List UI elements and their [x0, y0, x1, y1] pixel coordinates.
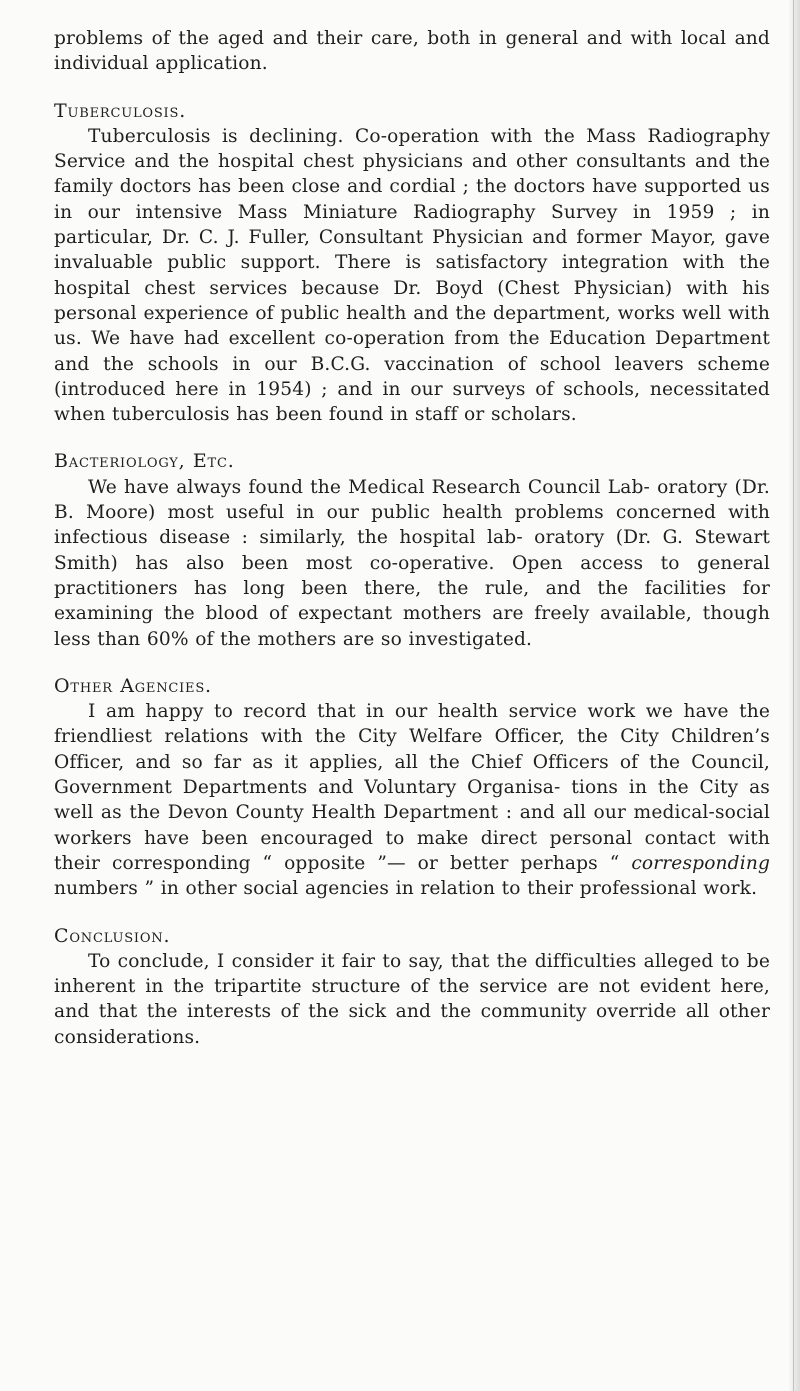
intro-paragraph: problems of the aged and their care, both in general and with local and individual application. — [54, 28, 770, 75]
paragraph-conclusion: To conclude, I consider it fair to say, that the difficulties alleged to be inherent in the tripartite structure of the service are not evident here, and that the interests of the sick and the community override all other considerations. — [54, 950, 770, 1048]
paragraph-tuberculosis: Tuberculosis is declining. Co-operation with the Mass Radiography Service and the hospital chest physicians and other consultants and the family doctors has been close and cordial ; the doctors have supported us in our intensive Mass Miniature Radiography Survey in 1959 ; in particular, Dr. C. J. Fuller, Consultant Physician and former Mayor, gave invaluable public support. There is satisfactory integration with the hospital chest services because Dr. Boyd (Chest Physician) with his personal experience of public health and the department, works well with us. We have had excellent co-operation from the Education Department and the schools in our B.C.G. vaccination of school leavers scheme (introduced here in 1954) ; and in our surveys of schools, necessitated when tuberculosis has been found in staff or scholars. — [54, 125, 770, 426]
page-edge-line — [793, 0, 794, 1391]
section-heading-tuberculosis: Tuberculosis. — [54, 99, 187, 122]
page-edge-shadow — [788, 0, 800, 1391]
paragraph-other-agencies — [54, 699, 770, 901]
paragraph-other-agencies-part1: I am happy to record that in our health service work we have the friendliest relations with the City Welfare Officer, the City Children’s Officer, and so far as it applies, all the Chief Officers of the Council, Government Departments and Voluntary Organisa- tions in the City as well as the Devon County Health Department : and all our medical-social workers have been encouraged to make direct personal contact with their corresponding “ opposite ”— or better perhaps “ — [54, 701, 770, 874]
section-heading-other-agencies: Other Agencies. — [54, 674, 212, 697]
document-page — [54, 26, 770, 1050]
paragraph-other-agencies-italic: corresponding — [631, 852, 770, 874]
paragraph-other-agencies-part2: numbers ” in other social agencies in relation to their professional work. — [54, 878, 758, 900]
section-heading-conclusion: Conclusion. — [54, 924, 171, 947]
paragraph-bacteriology: We have always found the Medical Research Council Lab- oratory (Dr. B. Moore) most useful in our public health problems concerned with infectious disease : similarly, the hospital lab- oratory (Dr. G. Stewart Smith) has also been most co-operative. Open access to general practitioners has long been there, the rule, and the facilities for examining the blood of expectant mothers are freely available, though less than 60% of the mothers are so investigated. — [54, 476, 770, 650]
section-heading-bacteriology: Bacteriology, Etc. — [54, 450, 235, 473]
